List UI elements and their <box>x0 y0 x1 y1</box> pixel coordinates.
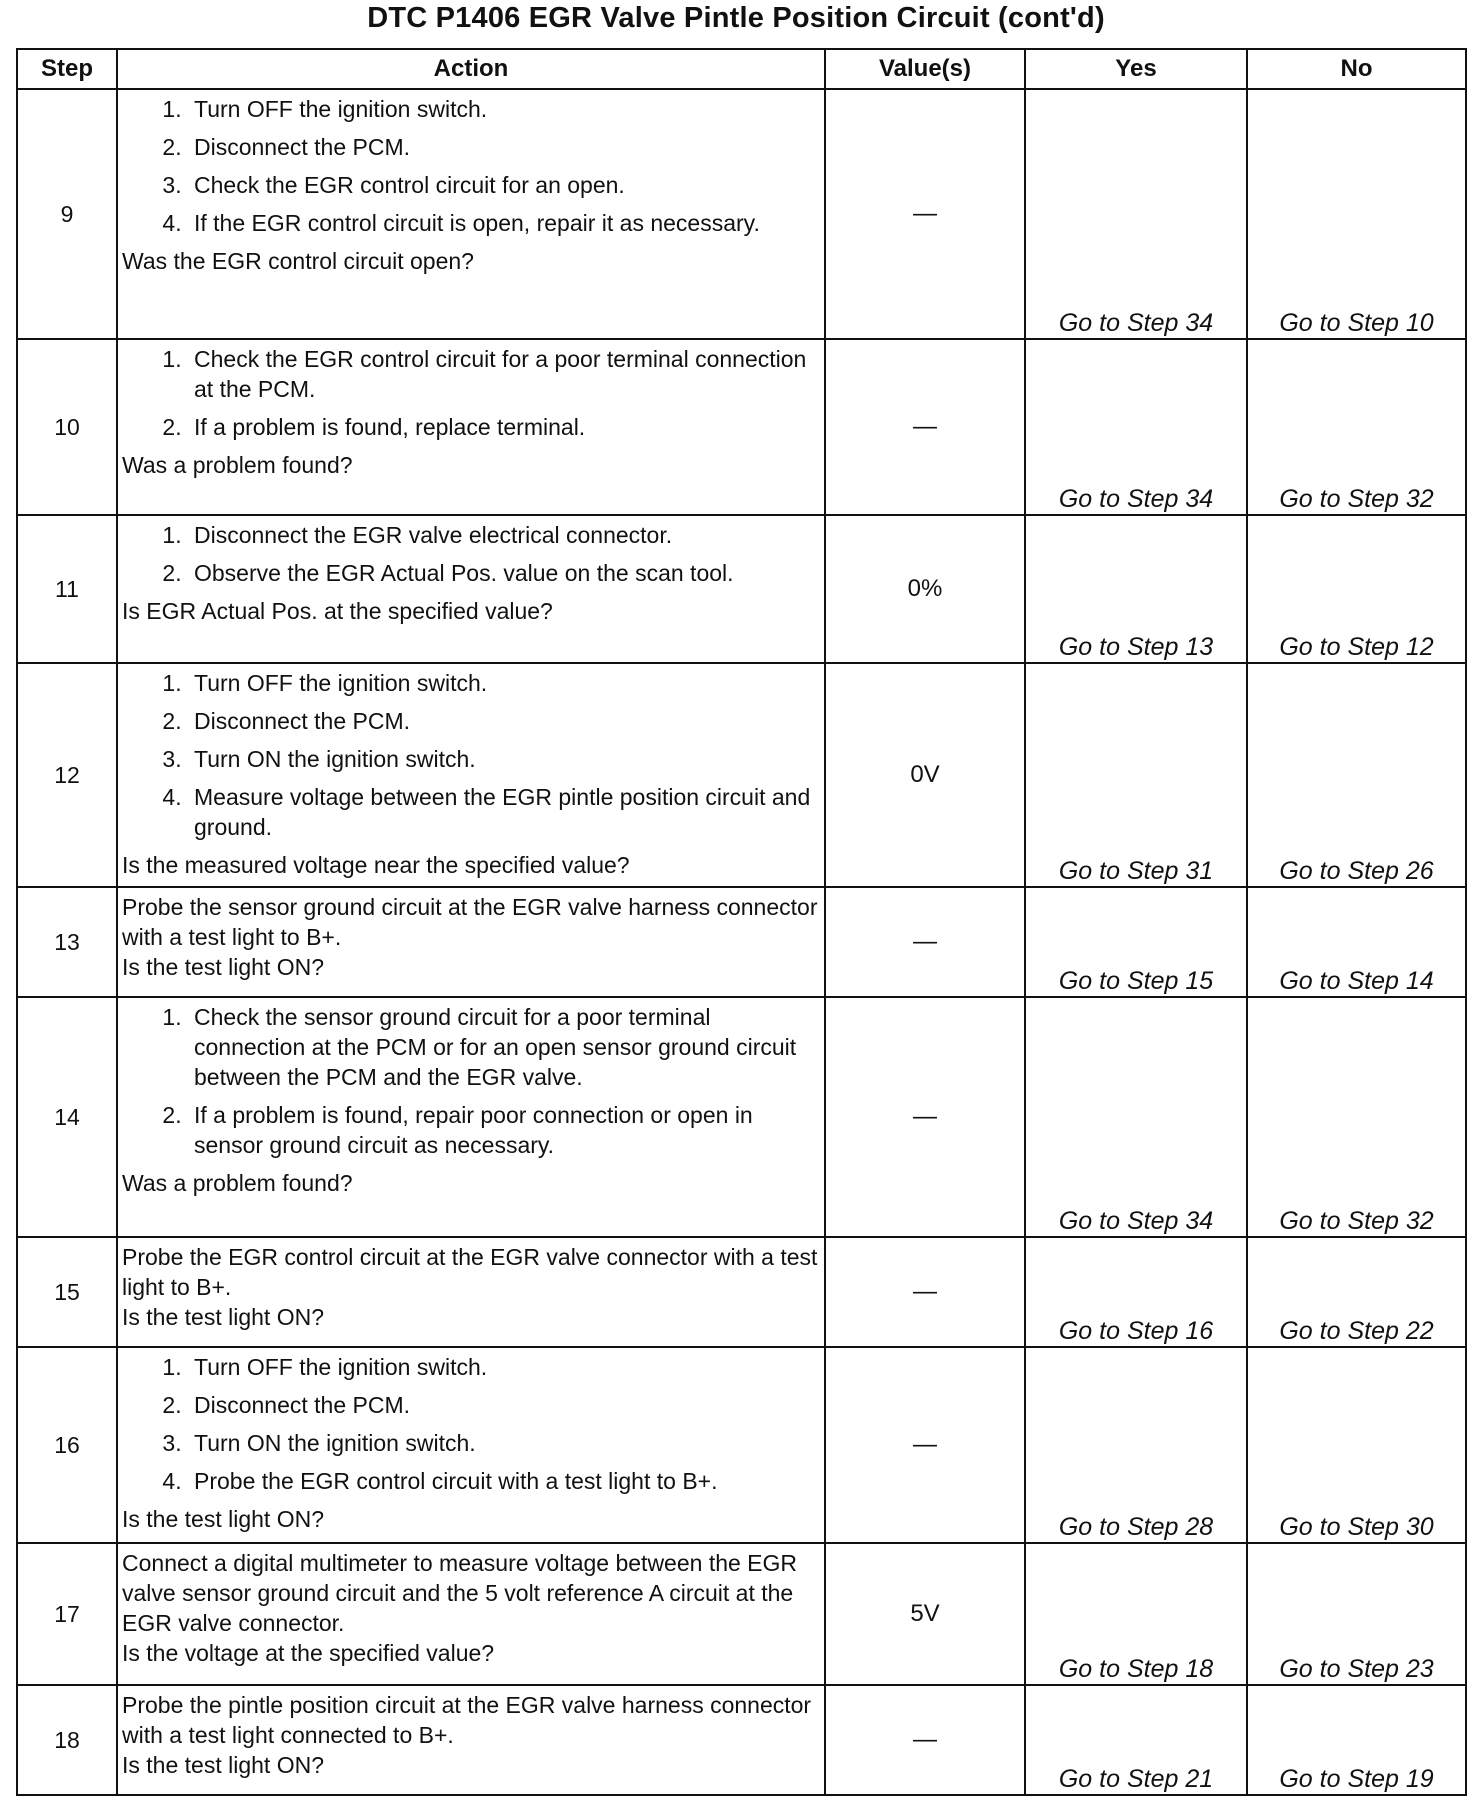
no-result: Go to Step 23 <box>1247 1543 1466 1685</box>
step-number: 11 <box>17 515 117 663</box>
header-row <box>17 49 1466 89</box>
value-cell: — <box>825 1237 1025 1347</box>
step-number: 9 <box>17 89 117 339</box>
action-cell <box>117 997 825 1237</box>
action-step: 2. Observe the EGR Actual Pos. value on the scan tool. <box>188 558 818 588</box>
table-row <box>17 997 1466 1237</box>
header-step: Step <box>17 49 117 89</box>
header-yes: Yes <box>1025 49 1247 89</box>
action-steps <box>122 668 818 850</box>
action-cell <box>117 89 825 339</box>
step-number: 12 <box>17 663 117 887</box>
action-steps <box>122 1002 818 1168</box>
action-step: 2. If a problem is found, repair poor connection or open in sensor ground circuit as necessary. <box>188 1100 818 1160</box>
action-cell <box>117 1543 825 1685</box>
action-step: 3. Check the EGR control circuit for an open. <box>188 170 818 200</box>
action-step: 2. If a problem is found, replace terminal. <box>188 412 818 442</box>
value-cell: — <box>825 339 1025 515</box>
no-result: Go to Step 32 <box>1247 339 1466 515</box>
value-cell: 0% <box>825 515 1025 663</box>
action-step: 2. Disconnect the PCM. <box>188 132 818 162</box>
action-question: Is the test light ON? <box>122 1752 324 1778</box>
value-cell: — <box>825 887 1025 997</box>
step-number: 17 <box>17 1543 117 1685</box>
yes-result: Go to Step 21 <box>1025 1685 1247 1795</box>
header-action: Action <box>117 49 825 89</box>
table-row <box>17 663 1466 887</box>
action-question: Is the voltage at the specified value? <box>122 1640 495 1666</box>
yes-result: Go to Step 34 <box>1025 89 1247 339</box>
table-row <box>17 1237 1466 1347</box>
action-step: 3. Turn ON the ignition switch. <box>188 744 818 774</box>
yes-result: Go to Step 34 <box>1025 339 1247 515</box>
action-step: 4. If the EGR control circuit is open, repair it as necessary. <box>188 208 818 238</box>
value-cell: — <box>825 1347 1025 1543</box>
no-result: Go to Step 30 <box>1247 1347 1466 1543</box>
header-values: Value(s) <box>825 49 1025 89</box>
action-question: Is the test light ON? <box>122 1304 324 1330</box>
yes-result: Go to Step 16 <box>1025 1237 1247 1347</box>
action-cell <box>117 663 825 887</box>
action-step: 1. Turn OFF the ignition switch. <box>188 668 818 698</box>
action-cell <box>117 887 825 997</box>
action-step: 1. Turn OFF the ignition switch. <box>188 94 818 124</box>
yes-result: Go to Step 13 <box>1025 515 1247 663</box>
action-text: Probe the EGR control circuit at the EGR valve connector with a test light to B+. <box>122 1244 818 1300</box>
no-result: Go to Step 32 <box>1247 997 1466 1237</box>
action-cell <box>117 339 825 515</box>
value-cell: — <box>825 1685 1025 1795</box>
table-row <box>17 1347 1466 1543</box>
value-cell: — <box>825 997 1025 1237</box>
step-number: 13 <box>17 887 117 997</box>
step-number: 15 <box>17 1237 117 1347</box>
yes-result: Go to Step 31 <box>1025 663 1247 887</box>
table-row <box>17 1543 1466 1685</box>
action-question: Was a problem found? <box>122 452 353 478</box>
action-step: 1. Turn OFF the ignition switch. <box>188 1352 818 1382</box>
action-step: 4. Probe the EGR control circuit with a test light to B+. <box>188 1466 818 1496</box>
yes-result: Go to Step 34 <box>1025 997 1247 1237</box>
action-step: 2. Disconnect the PCM. <box>188 1390 818 1420</box>
action-text: Probe the pintle position circuit at the EGR valve harness connector with a test light connected to B+. <box>122 1692 812 1748</box>
action-question: Was the EGR control circuit open? <box>122 248 474 274</box>
action-question: Is the test light ON? <box>122 1506 324 1532</box>
no-result: Go to Step 10 <box>1247 89 1466 339</box>
action-text: Probe the sensor ground circuit at the EGR valve harness connector with a test light to B+. <box>122 894 818 950</box>
action-question: Was a problem found? <box>122 1170 353 1196</box>
step-number: 18 <box>17 1685 117 1795</box>
action-cell <box>117 515 825 663</box>
page-title: DTC P1406 EGR Valve Pintle Position Circuit (cont'd) <box>367 2 1105 34</box>
action-step: 1. Check the sensor ground circuit for a poor terminal connection at the PCM or for an open sensor ground circuit between the PCM and the EGR valve. <box>188 1002 818 1092</box>
action-step: 1. Disconnect the EGR valve electrical connector. <box>188 520 818 550</box>
header-no: No <box>1247 49 1466 89</box>
no-result: Go to Step 26 <box>1247 663 1466 887</box>
no-result: Go to Step 22 <box>1247 1237 1466 1347</box>
value-cell: — <box>825 89 1025 339</box>
no-result: Go to Step 14 <box>1247 887 1466 997</box>
value-cell: 0V <box>825 663 1025 887</box>
table-row <box>17 339 1466 515</box>
no-result: Go to Step 12 <box>1247 515 1466 663</box>
step-number: 10 <box>17 339 117 515</box>
action-step: 4. Measure voltage between the EGR pintle position circuit and ground. <box>188 782 818 842</box>
table-row <box>17 515 1466 663</box>
action-question: Is the test light ON? <box>122 954 324 980</box>
action-cell <box>117 1347 825 1543</box>
value-cell: 5V <box>825 1543 1025 1685</box>
action-steps <box>122 94 818 246</box>
step-number: 16 <box>17 1347 117 1543</box>
action-cell <box>117 1685 825 1795</box>
action-step: 3. Turn ON the ignition switch. <box>188 1428 818 1458</box>
table-row <box>17 89 1466 339</box>
table-row <box>17 1685 1466 1795</box>
action-step: 2. Disconnect the PCM. <box>188 706 818 736</box>
step-number: 14 <box>17 997 117 1237</box>
action-question: Is EGR Actual Pos. at the specified value? <box>122 598 553 624</box>
action-cell <box>117 1237 825 1347</box>
action-text: Connect a digital multimeter to measure voltage between the EGR valve sensor ground circuit and the 5 volt reference A circuit at the EGR valve connector. <box>122 1550 798 1636</box>
action-question: Is the measured voltage near the specified value? <box>122 852 630 878</box>
action-step: 1. Check the EGR control circuit for a poor terminal connection at the PCM. <box>188 344 818 404</box>
yes-result: Go to Step 18 <box>1025 1543 1247 1685</box>
diagnostic-table <box>16 48 1467 1796</box>
action-steps <box>122 520 818 596</box>
no-result: Go to Step 19 <box>1247 1685 1466 1795</box>
action-steps <box>122 344 818 450</box>
table-row <box>17 887 1466 997</box>
action-steps <box>122 1352 818 1504</box>
yes-result: Go to Step 15 <box>1025 887 1247 997</box>
yes-result: Go to Step 28 <box>1025 1347 1247 1543</box>
